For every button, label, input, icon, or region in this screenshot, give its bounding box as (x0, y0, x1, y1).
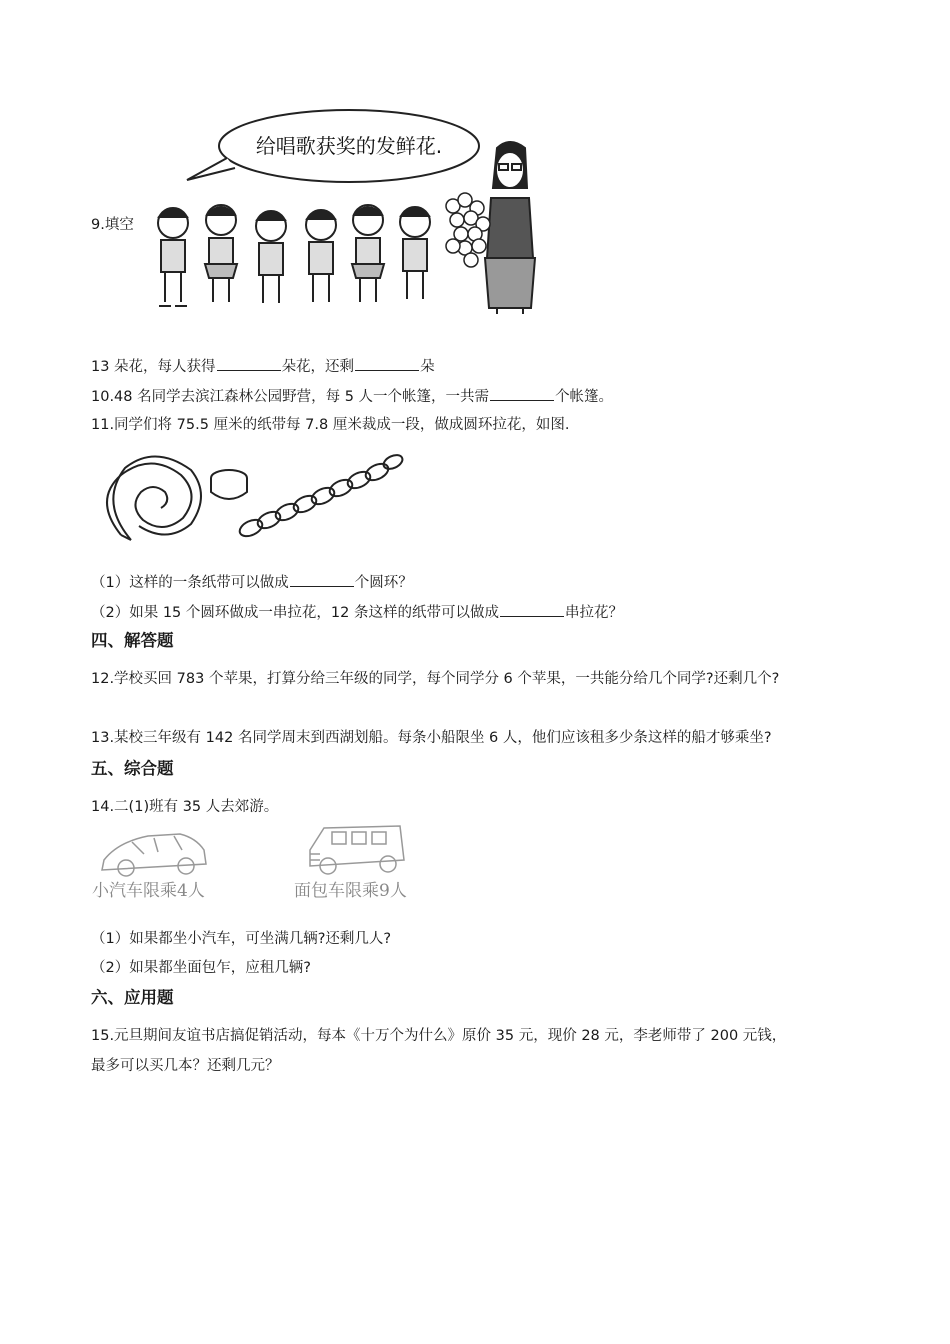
q10-text-part2: 个帐篷。 (555, 389, 614, 405)
child-2 (205, 205, 237, 302)
child-1 (158, 208, 188, 306)
q10-text-part1: 10.48 名同学去滨江森林公园野营，每 5 人一个帐篷，一共需 (91, 389, 490, 405)
speech-bubble-text: 给唱歌获奖的发鲜花. (255, 134, 443, 158)
section-5-heading: 五、综合题 (91, 759, 174, 778)
q14-sub1: （1）如果都坐小汽车，可坐满几辆?还剩几人? (91, 931, 392, 947)
car-icon (102, 834, 206, 876)
answer-blank-3[interactable] (490, 386, 554, 401)
single-paper-ring (211, 470, 247, 499)
q11-text: 11.同学们将 75.5 厘米的纸带每 7.8 厘米裁成一段，做成圆环拉花，如图. (91, 417, 570, 433)
teacher-students-illustration (135, 108, 535, 323)
q10-line (91, 386, 613, 407)
child-6 (400, 207, 430, 299)
q15-line2: 最多可以买几本？还剩几元？ (91, 1058, 280, 1074)
paper-ring-chain (237, 452, 404, 539)
q14-text: 14.二(1)班有 35 人去郊游。 (91, 799, 279, 815)
q12-text: 12.学校买回 783 个苹果，打算分给三年级的同学，每个同学分 6 个苹果，一共能分给几个同学?还剩几个? (91, 671, 780, 687)
vehicles-illustration (88, 820, 428, 910)
q9-label: 9.填空 (91, 217, 134, 233)
q15-line1: 15.元旦期间友谊书店搞促销活动，每本《十万个为什么》原价 35 元，现价 28 元，李老师带了 200 元钱， (91, 1028, 787, 1044)
children-group (158, 205, 430, 306)
q11-sub1-part2: 个圆环？ (354, 575, 413, 591)
child-4 (306, 210, 336, 302)
paper-ring-chain-illustration (91, 440, 411, 550)
q9-text-part2: 朵花，还剩 (281, 359, 355, 375)
teacher (485, 142, 535, 314)
q11-sub2 (91, 602, 623, 623)
van-caption: 面包车限乘9人 (294, 881, 407, 901)
q9-text-part3: 朵 (420, 359, 435, 375)
answer-blank-4[interactable] (290, 572, 354, 587)
q14-sub2: （2）如果都坐面包乍，应租几辆? (91, 960, 311, 976)
van-icon (310, 826, 404, 874)
q11-sub1 (91, 572, 413, 593)
q11-sub2-part2: 串拉花？ (564, 605, 623, 621)
q11-sub2-part1: （2）如果 15 个圆环做成一串拉花，12 条这样的纸带可以做成 (91, 605, 499, 621)
child-3 (256, 211, 286, 303)
q13-text: 13.某校三年级有 142 名同学周末到西湖划船。每条小船限坐 6 人，他们应该租多少条这样的船才够乘坐? (91, 730, 772, 746)
section-6-heading: 六、应用题 (91, 988, 174, 1007)
child-5 (352, 205, 384, 302)
q11-sub1-part1: （1）这样的一条纸带可以做成 (91, 575, 289, 591)
section-4-heading: 四、解答题 (91, 631, 174, 650)
flower-bouquet (446, 193, 490, 267)
answer-blank-5[interactable] (500, 602, 564, 617)
answer-blank-1[interactable] (217, 356, 281, 371)
paper-strip-coil (107, 456, 201, 540)
q9-fill-line (91, 356, 435, 377)
q9-text-part1: 13 朵花，每人获得 (91, 359, 216, 375)
answer-blank-2[interactable] (355, 356, 419, 371)
car-caption: 小汽车限乘4人 (92, 881, 205, 901)
